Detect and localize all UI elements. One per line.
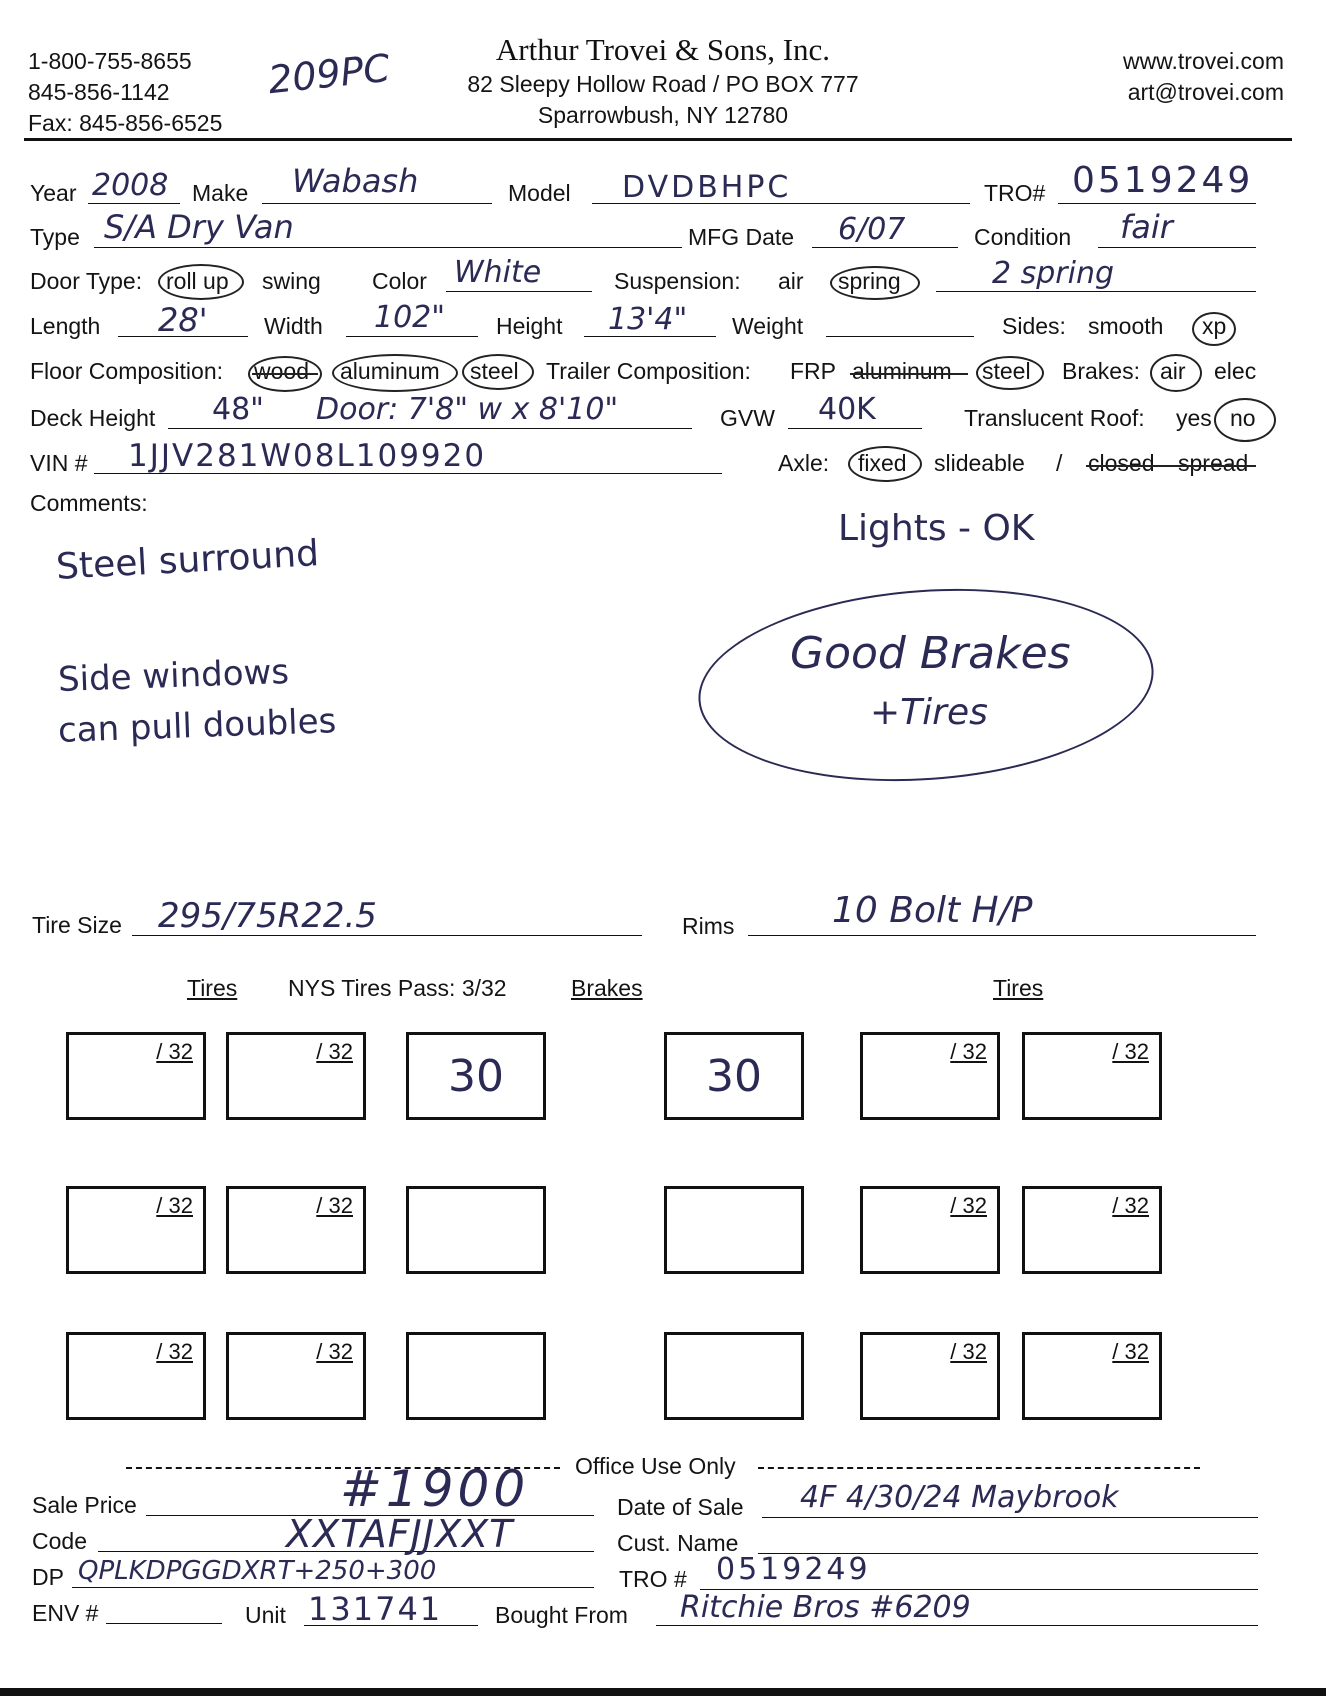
brakes-air-circle [1150,354,1202,392]
translucent-roof-label: Translucent Roof: [964,405,1145,431]
year-value: 2008 [92,168,169,203]
env-label: ENV # [32,1600,99,1626]
brake-box [406,1186,546,1274]
rims-value: 10 Bolt H/P [832,890,1033,931]
comment-circle [692,574,1160,795]
tire-box: / 32 [860,1186,1000,1274]
company-email: art@trovei.com [1127,79,1284,105]
deck-height-label: Deck Height [30,405,156,431]
trailer-aluminum-strike [850,373,968,375]
trailer-comp-label: Trailer Composition: [546,358,751,384]
floor-label: Floor Composition: [30,358,224,384]
comment-circled1: Good Brakes [790,628,1071,679]
trailer-frp: FRP [790,358,836,384]
deck-height-value: 48" [212,392,264,427]
trailer-aluminum: aluminum [852,358,952,384]
tire-box: / 32 [860,1332,1000,1420]
sale-price-value: #1900 [340,1460,530,1518]
model-label: Model [508,180,571,206]
comment-lights: Lights - OK [838,508,1035,549]
axle-fixed-circle [848,446,922,482]
date-of-sale-value: 4F 4/30/24 Maybrook [800,1480,1119,1515]
code-value: XXTAFJJXXT [286,1512,514,1556]
tire-box: / 32 [66,1332,206,1420]
mfg-label: MFG Date [688,224,795,250]
axle-separator: / [1056,450,1063,476]
type-label: Type [30,224,80,250]
sides-xp-circle [1192,312,1236,346]
comment-line2: Side windows [57,651,290,701]
floor-steel: steel [470,358,519,384]
rims-label: Rims [682,913,735,939]
tire-box: / 32 [226,1032,366,1120]
comment-line3: can pull doubles [57,701,337,751]
door-dimension-note: Door: 7'8" w x 8'10" [316,392,619,427]
code-label: Code [32,1528,87,1554]
door-roll-up: roll up [166,268,229,294]
axle-closed-spread-strike [1086,465,1256,467]
comment-circled2: +Tires [870,692,988,733]
year-label: Year [30,180,77,206]
height-label: Height [496,313,563,339]
suspension-note: 2 spring [992,256,1115,291]
office-tro-label: TRO # [619,1566,687,1592]
brakes-label: Brakes: [1062,358,1140,384]
date-of-sale-label: Date of Sale [617,1494,744,1520]
nys-tires-note: NYS Tires Pass: 3/32 [288,975,507,1001]
company-name: Arthur Trovei & Sons, Inc. [495,32,831,67]
unit-value: 131741 [308,1590,443,1628]
axle-spread: spread [1178,450,1249,476]
header-divider [24,138,1292,141]
axle-closed: closed [1088,450,1155,476]
mfg-value: 6/07 [838,212,906,247]
handwritten-code: 209PC [266,45,392,103]
company-website: www.trovei.com [1122,48,1284,74]
office-divider-right [758,1467,1200,1469]
vin-label: VIN # [30,450,88,476]
comments-label: Comments: [30,490,148,516]
vin-value: 1JJV281W08L109920 [128,438,487,474]
roof-no-circle [1214,398,1276,442]
header-phone2: 845-856-1142 [28,79,170,105]
dp-value: QPLKDPGGDXRT+250+300 [78,1556,437,1586]
tire-box: / 32 [1022,1032,1162,1120]
header-phone1: 1-800-755-8655 [28,48,192,74]
axle-fixed: fixed [858,450,907,476]
trailer-steel: steel [982,358,1031,384]
color-value: White [454,255,542,290]
dp-label: DP [32,1564,64,1590]
right-tires-heading: Tires [993,975,1044,1001]
sale-price-label: Sale Price [32,1492,137,1518]
tire-size-label: Tire Size [32,912,122,938]
make-label: Make [192,180,249,206]
left-tires-heading: Tires [187,975,238,1001]
brake-box [406,1332,546,1420]
door-swing: swing [262,268,321,294]
brake-box [664,1332,804,1420]
bought-from-value: Ritchie Bros #6209 [680,1590,971,1625]
width-label: Width [264,313,323,339]
length-label: Length [30,313,101,339]
comment-line1: Steel surround [55,533,320,588]
brake-box [664,1186,804,1274]
roof-yes: yes [1176,405,1212,431]
tire-box: / 32 [1022,1332,1162,1420]
brake-box-right: 30 [664,1032,804,1120]
company-address1: 82 Sleepy Hollow Road / PO BOX 777 [467,71,859,97]
tire-box: / 32 [66,1186,206,1274]
floor-aluminum-circle [332,354,458,392]
bottom-edge [0,1688,1326,1696]
model-value: DVDBHPC [622,170,792,205]
length-value: 28' [158,301,208,339]
header-fax: Fax: 845-856-6525 [28,110,223,136]
color-label: Color [372,268,427,294]
brake-box-left: 30 [406,1032,546,1120]
tire-box: / 32 [66,1032,206,1120]
door-type-label: Door Type: [30,268,143,294]
condition-value: fair [1120,208,1173,246]
tire-box: / 32 [226,1186,366,1274]
roof-no: no [1230,405,1256,431]
make-value: Wabash [292,162,419,200]
floor-steel-circle [462,354,534,390]
axle-slideable: slideable [934,450,1025,476]
floor-wood-circle [248,356,322,392]
axle-label: Axle: [778,450,830,476]
brakes-air: air [1160,358,1186,384]
sides-xp: xp [1202,313,1227,339]
suspension-spring-circle [830,266,920,300]
trailer-steel-circle [976,356,1044,390]
height-value: 13'4" [608,302,688,337]
floor-wood: wood [254,358,309,384]
sides-smooth: smooth [1088,313,1164,339]
office-tro-value: 0519249 [716,1552,871,1587]
weight-label: Weight [732,313,804,339]
door-roll-up-circle [158,264,244,300]
type-value: S/A Dry Van [104,208,294,246]
brakes-elec: elec [1214,358,1257,384]
gvw-label: GVW [720,405,775,431]
cust-name-label: Cust. Name [617,1530,739,1556]
tro-label: TRO# [984,180,1046,206]
suspension-label: Suspension: [614,268,741,294]
brakes-heading: Brakes [571,975,643,1001]
sides-label: Sides: [1002,313,1066,339]
condition-label: Condition [974,224,1072,250]
gvw-value: 40K [818,392,876,427]
floor-aluminum: aluminum [340,358,440,384]
unit-label: Unit [245,1602,286,1628]
suspension-air: air [778,268,804,294]
tire-box: / 32 [226,1332,366,1420]
tire-box: / 32 [1022,1186,1162,1274]
tire-size-value: 295/75R22.5 [158,896,377,936]
tire-box: / 32 [860,1032,1000,1120]
bought-from-label: Bought From [495,1602,628,1628]
width-value: 102" [374,300,446,335]
suspension-spring: spring [838,268,901,294]
company-address2: Sparrowbush, NY 12780 [537,102,789,128]
office-use-heading: Office Use Only [575,1453,736,1479]
tro-value: 0519249 [1072,160,1254,201]
